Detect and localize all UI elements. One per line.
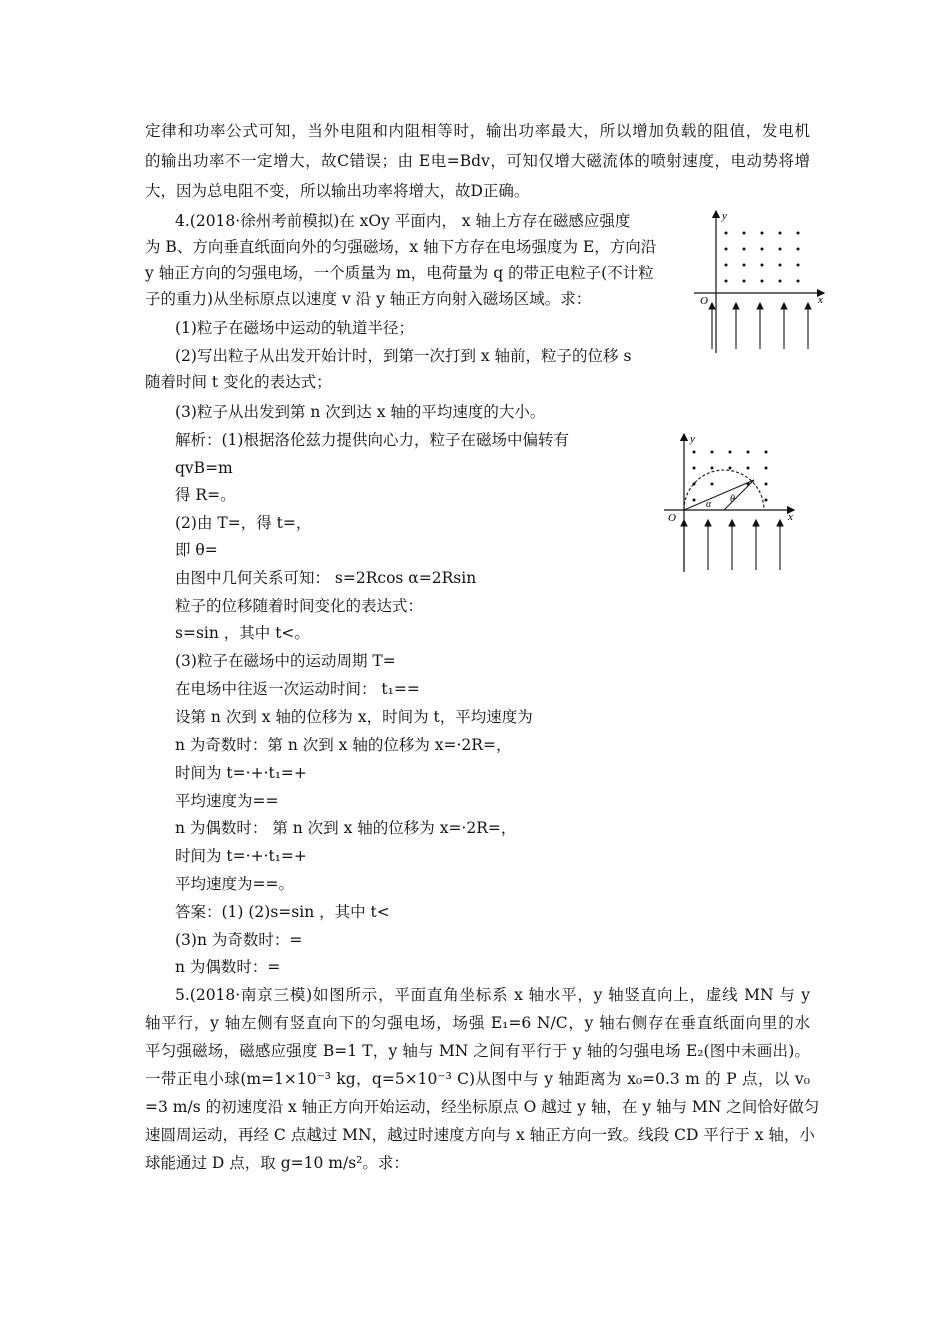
- magnetic-field-dots: [725, 232, 800, 283]
- solution-line: n 为偶数时： 第 n 次到 x 轴的位移为 x=·2R=，: [175, 819, 517, 837]
- q5-line-1: 5.(2018·南京三模)如图所示，平面直角坐标系 x 轴水平，y 轴竖直向上，虚线 MN 与 y: [175, 986, 810, 1004]
- x-axis-label: x: [788, 511, 793, 523]
- figure-field-diagram: [692, 205, 832, 355]
- q4-part-1: (1)粒子在磁场中运动的轨道半径；: [175, 319, 414, 337]
- y-axis-label: y: [690, 433, 695, 445]
- solution-line: 时间为 t=·+·t₁=+: [175, 847, 307, 865]
- solution-line: (3)粒子在磁场中的运动周期 T=: [175, 652, 396, 670]
- origin-label: O: [668, 512, 676, 524]
- solution-line: 平均速度为==: [175, 792, 279, 810]
- q5-line-7: 球能通过 D 点，取 g=10 m/s²。求：: [145, 1154, 409, 1172]
- solution-line: 时间为 t=·+·t₁=+: [175, 764, 307, 782]
- solution-line: s=sin ，其中 t<。: [175, 624, 310, 642]
- q4-part-2a: (2)写出粒子从出发开始计时，到第一次打到 x 轴前，粒子的位移 s: [175, 347, 632, 365]
- trajectory-arc: [684, 470, 764, 510]
- origin-label: O: [700, 295, 708, 307]
- solution-line: 设第 n 次到 x 轴的位移为 x，时间为 t，平均速度为: [175, 708, 533, 726]
- q4-line-3: y 轴正方向的匀强电场，一个质量为 m，电荷量为 q 的带正电粒子(不计粒: [145, 264, 654, 282]
- solution-line: 得 R=。: [175, 486, 236, 504]
- q5-line-2: 轴平行，y 轴左侧有竖直向下的匀强电场，场强 E₁=6 N/C，y 轴右侧存在垂直纸面向里的水: [145, 1014, 810, 1032]
- q4-line-4: 子的重力)从坐标原点以速度 v 沿 y 轴正方向射入磁场区域。求：: [145, 290, 592, 308]
- q4-line-1: 4.(2018·徐州考前模拟)在 xOy 平面内， x 轴上方存在磁感应强度: [175, 212, 631, 230]
- figure-trajectory-diagram: [662, 428, 802, 574]
- answer-line: 答案：(1) (2)s=sin ，其中 t<: [175, 903, 390, 921]
- intro-line-2: 的输出功率不一定增大，故C错误；由 E电=Bdv，可知仅增大磁流体的喷射速度，电动势将增: [145, 152, 810, 170]
- q5-line-4: 一带正电小球(m=1×10⁻³ kg，q=5×10⁻³ C)从图中与 y 轴距离为 x₀=0.3 m 的 P 点，以 v₀: [145, 1070, 810, 1088]
- alpha-label: α: [706, 499, 712, 510]
- solution-line: 平均速度为==。: [175, 875, 294, 893]
- electric-field-arrows: [712, 303, 808, 349]
- intro-line-3: 大，因为总电阻不变，所以输出功率将增大，故D正确。: [145, 182, 530, 200]
- solution-line: n 为奇数时：第 n 次到 x 轴的位移为 x=·2R=，: [175, 736, 512, 754]
- solution-line: 解析：(1)根据洛伦兹力提供向心力，粒子在磁场中偏转有: [175, 431, 569, 449]
- electric-field-arrows: [684, 520, 780, 570]
- solution-line: 即 θ=: [175, 541, 218, 559]
- q4-line-2: 为 B、方向垂直纸面向外的匀强磁场，x 轴下方存在电场强度为 E，方向沿: [145, 238, 657, 256]
- solution-line: (2)由 T=，得 t=，: [175, 514, 312, 532]
- q4-part-3: (3)粒子从出发到第 n 次到达 x 轴的平均速度的大小。: [175, 403, 546, 421]
- answer-line: (3)n 为奇数时：=: [175, 931, 303, 949]
- q4-part-2b: 随着时间 t 变化的表达式；: [145, 373, 332, 391]
- solution-line: 由图中几何关系可知： s=2Rcos α=2Rsin: [175, 569, 477, 587]
- solution-line: 在电场中往返一次运动时间： t₁==: [175, 680, 420, 698]
- solution-line: 粒子的位移随着时间变化的表达式：: [175, 597, 424, 615]
- theta-label: θ: [730, 494, 735, 505]
- q5-line-5: =3 m/s 的初速度沿 x 轴正方向开始运动，经坐标原点 O 越过 y 轴，在 y 轴与 MN 之间恰好做匀: [145, 1098, 820, 1116]
- q5-line-6: 速圆周运动，再经 C 点越过 MN，越过时速度方向与 x 轴正方向一致。线段 CD 平行于 x 轴，小: [145, 1126, 815, 1144]
- y-axis-label: y: [722, 210, 727, 222]
- radius-line: [724, 480, 754, 510]
- solution-line: qvB=m: [175, 459, 233, 477]
- q5-line-3: 平匀强磁场，磁感应强度 B=1 T，y 轴与 MN 之间有平行于 y 轴的匀强电场 E₂(图中未画出)。: [145, 1042, 810, 1060]
- x-axis-label: x: [818, 294, 823, 306]
- answer-line: n 为偶数时：=: [175, 958, 281, 976]
- intro-line-1: 定律和功率公式可知，当外电阻和内阻相等时，输出功率最大，所以增加负载的阻值，发电机: [145, 122, 810, 140]
